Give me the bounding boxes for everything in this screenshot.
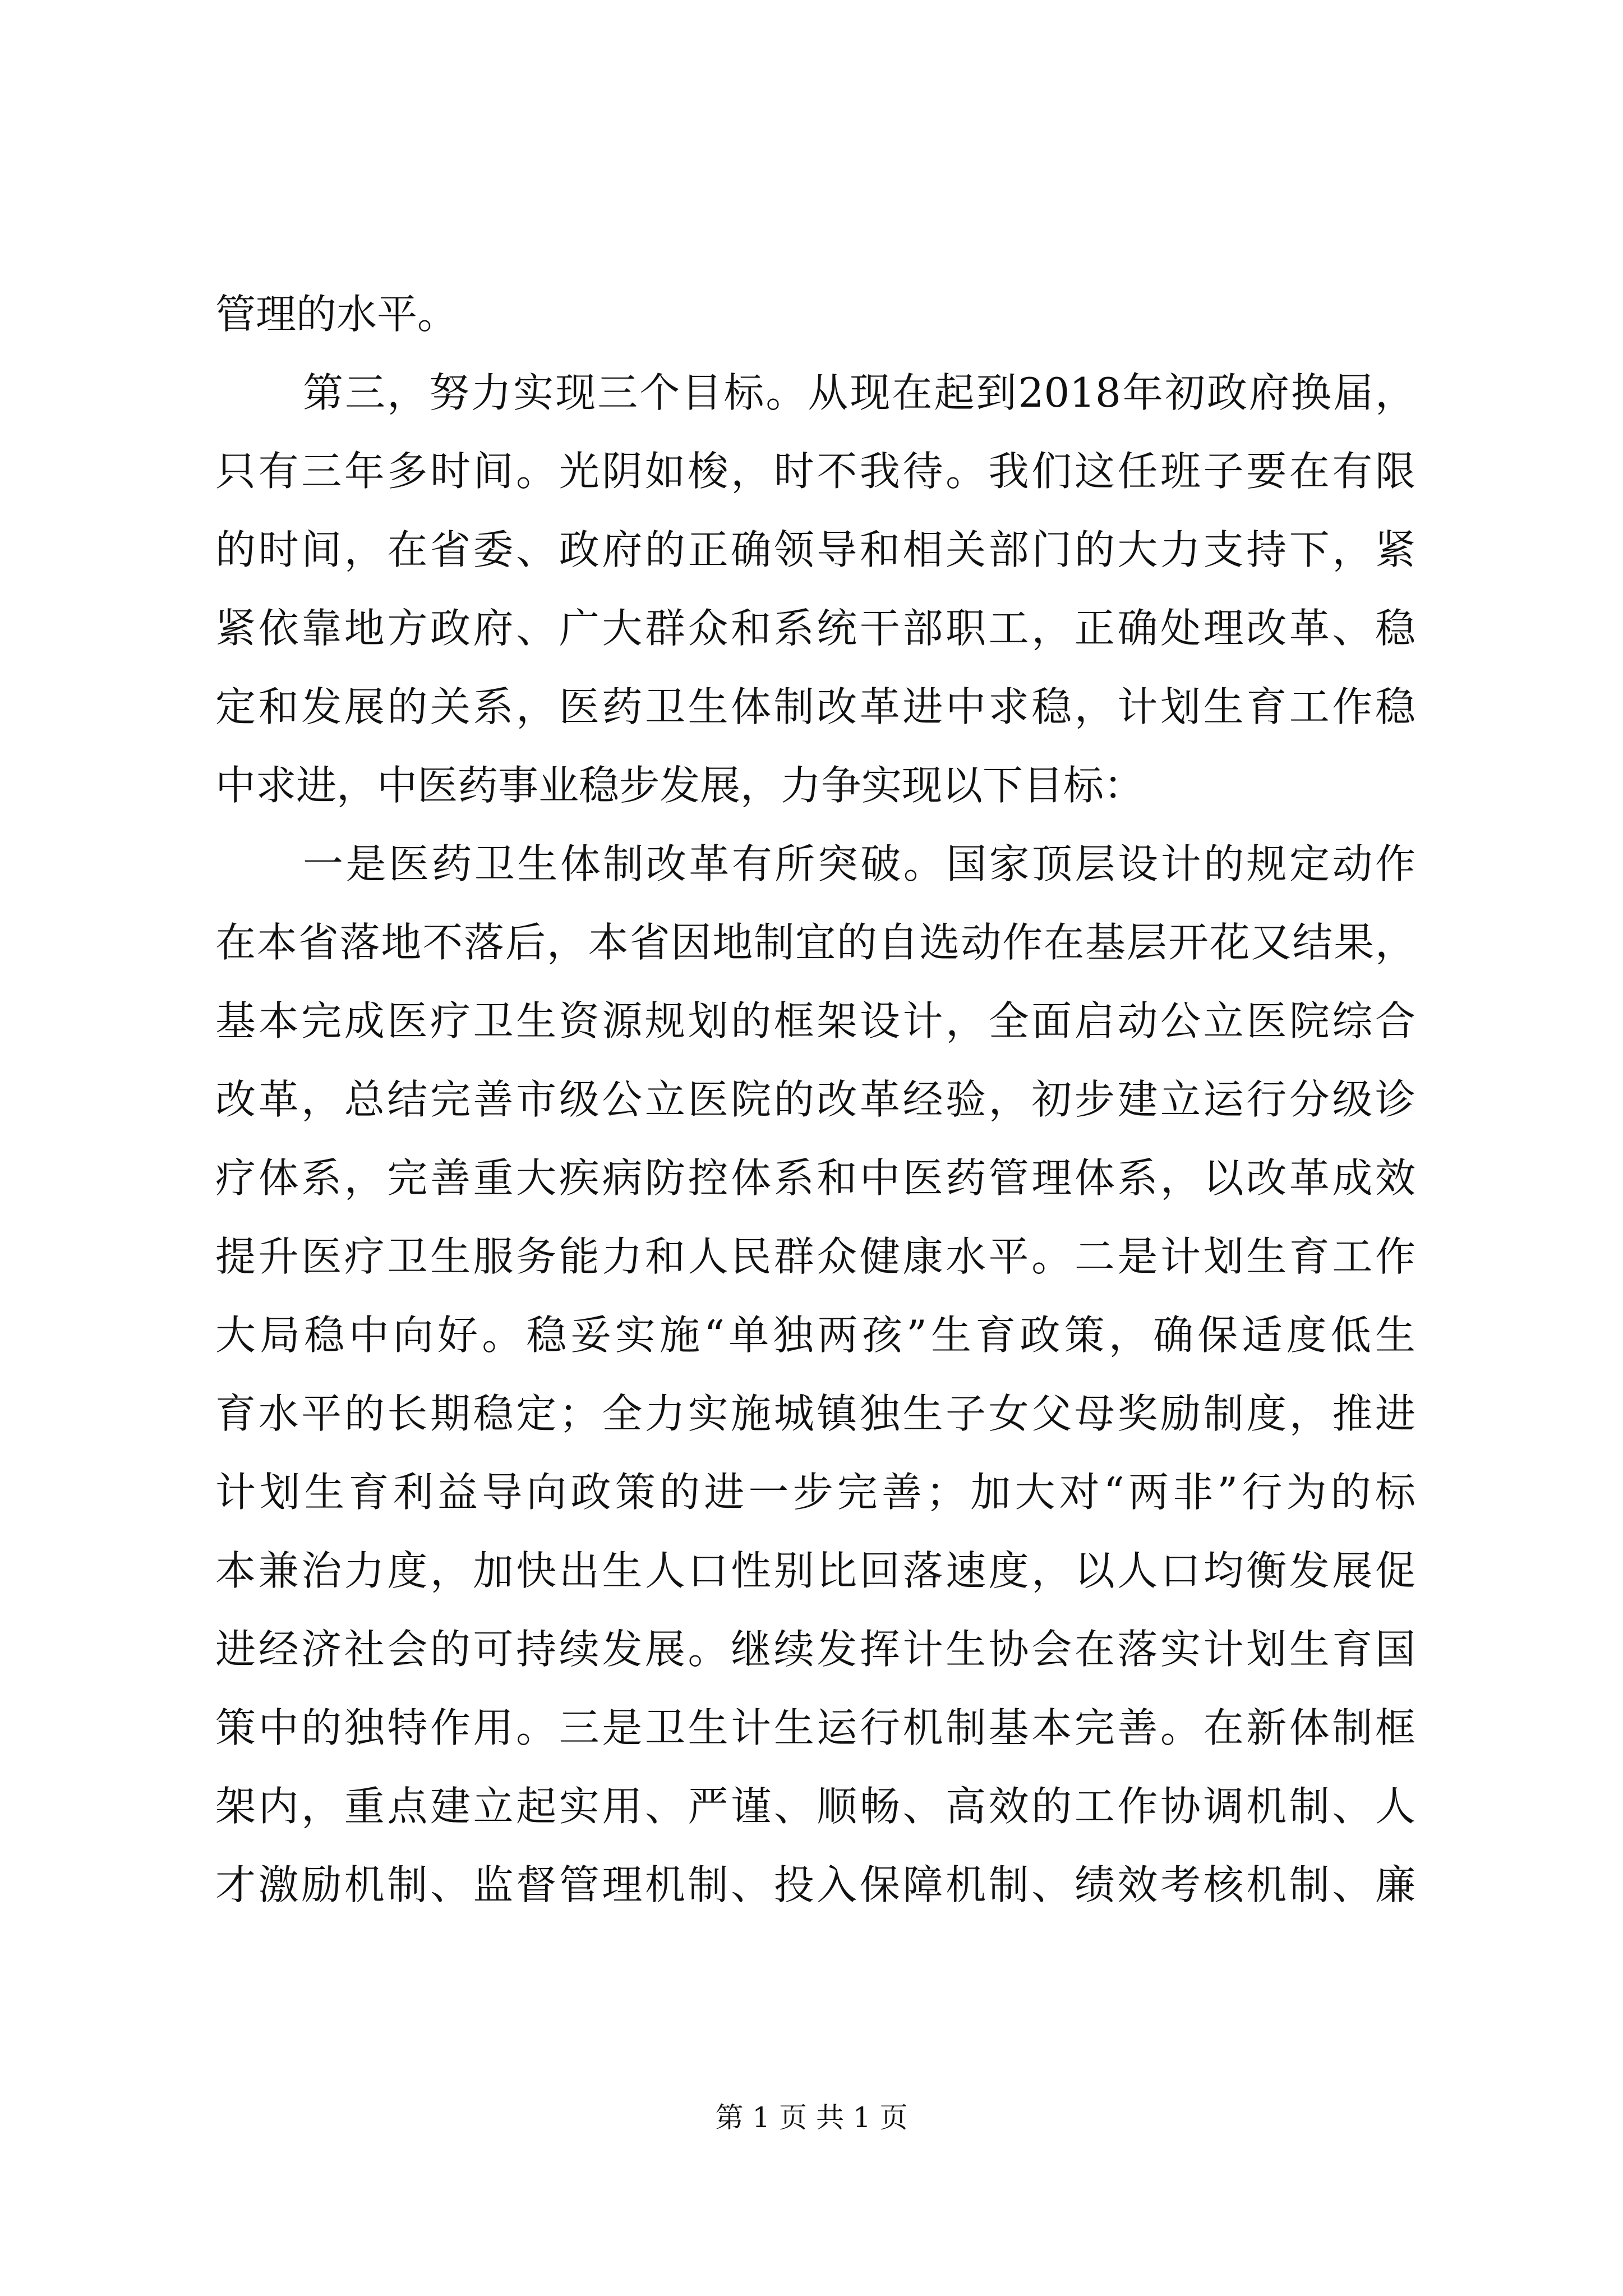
- text-line: 紧依靠地方政府、广大群众和系统干部职工，正确处理改革、稳: [215, 605, 1415, 652]
- text-line: 中求进，中医药事业稳步发展，力争实现以下目标：: [215, 762, 1145, 809]
- text-line: 育水平的长期稳定；全力实施城镇独生子女父母奖励制度，推进: [215, 1390, 1415, 1437]
- text-line: 只有三年多时间。光阴如梭，时不我待。我们这任班子要在有限: [215, 448, 1415, 495]
- text-line: 计划生育利益导向政策的进一步完善；加大对“两非”行为的标: [215, 1469, 1415, 1516]
- text-line: 在本省落地不落后，本省因地制宜的自选动作在基层开花又结果，: [215, 919, 1415, 966]
- text-line: 基本完成医疗卫生资源规划的框架设计，全面启动公立医院综合: [215, 997, 1415, 1045]
- text-line: 提升医疗卫生服务能力和人民群众健康水平。二是计划生育工作: [215, 1233, 1415, 1280]
- text-line: 改革，总结完善市级公立医院的改革经验，初步建立运行分级诊: [215, 1076, 1415, 1123]
- text-line: 疗体系，完善重大疾病防控体系和中医药管理体系，以改革成效: [215, 1154, 1415, 1202]
- text-line: 定和发展的关系，医药卫生体制改革进中求稳，计划生育工作稳: [215, 683, 1415, 730]
- text-line: 架内，重点建立起实用、严谨、顺畅、高效的工作协调机制、人: [215, 1783, 1415, 1830]
- text-line: 本兼治力度，加快出生人口性别比回落速度，以人口均衡发展促: [215, 1547, 1415, 1594]
- page-footer: 第 1 页 共 1 页: [715, 2101, 908, 2134]
- text-line: 策中的独特作用。三是卫生计生运行机制基本完善。在新体制框: [215, 1704, 1415, 1751]
- text-line: 大局稳中向好。稳妥实施“单独两孩”生育政策，确保适度低生: [215, 1312, 1415, 1359]
- text-line: 进经济社会的可持续发展。继续发挥计生协会在落实计划生育国: [215, 1626, 1415, 1673]
- text-line: 管理的水平。: [215, 291, 458, 338]
- text-line: 的时间，在省委、政府的正确领导和相关部门的大力支持下，紧: [215, 526, 1415, 573]
- text-line: 才激励机制、监督管理机制、投入保障机制、绩效考核机制、廉: [215, 1861, 1415, 1908]
- paragraph-first-line: 第三，努力实现三个目标。从现在起到2018年初政府换届，: [303, 369, 1415, 416]
- paragraph-first-line: 一是医药卫生体制改革有所突破。国家顶层设计的规定动作: [303, 840, 1415, 887]
